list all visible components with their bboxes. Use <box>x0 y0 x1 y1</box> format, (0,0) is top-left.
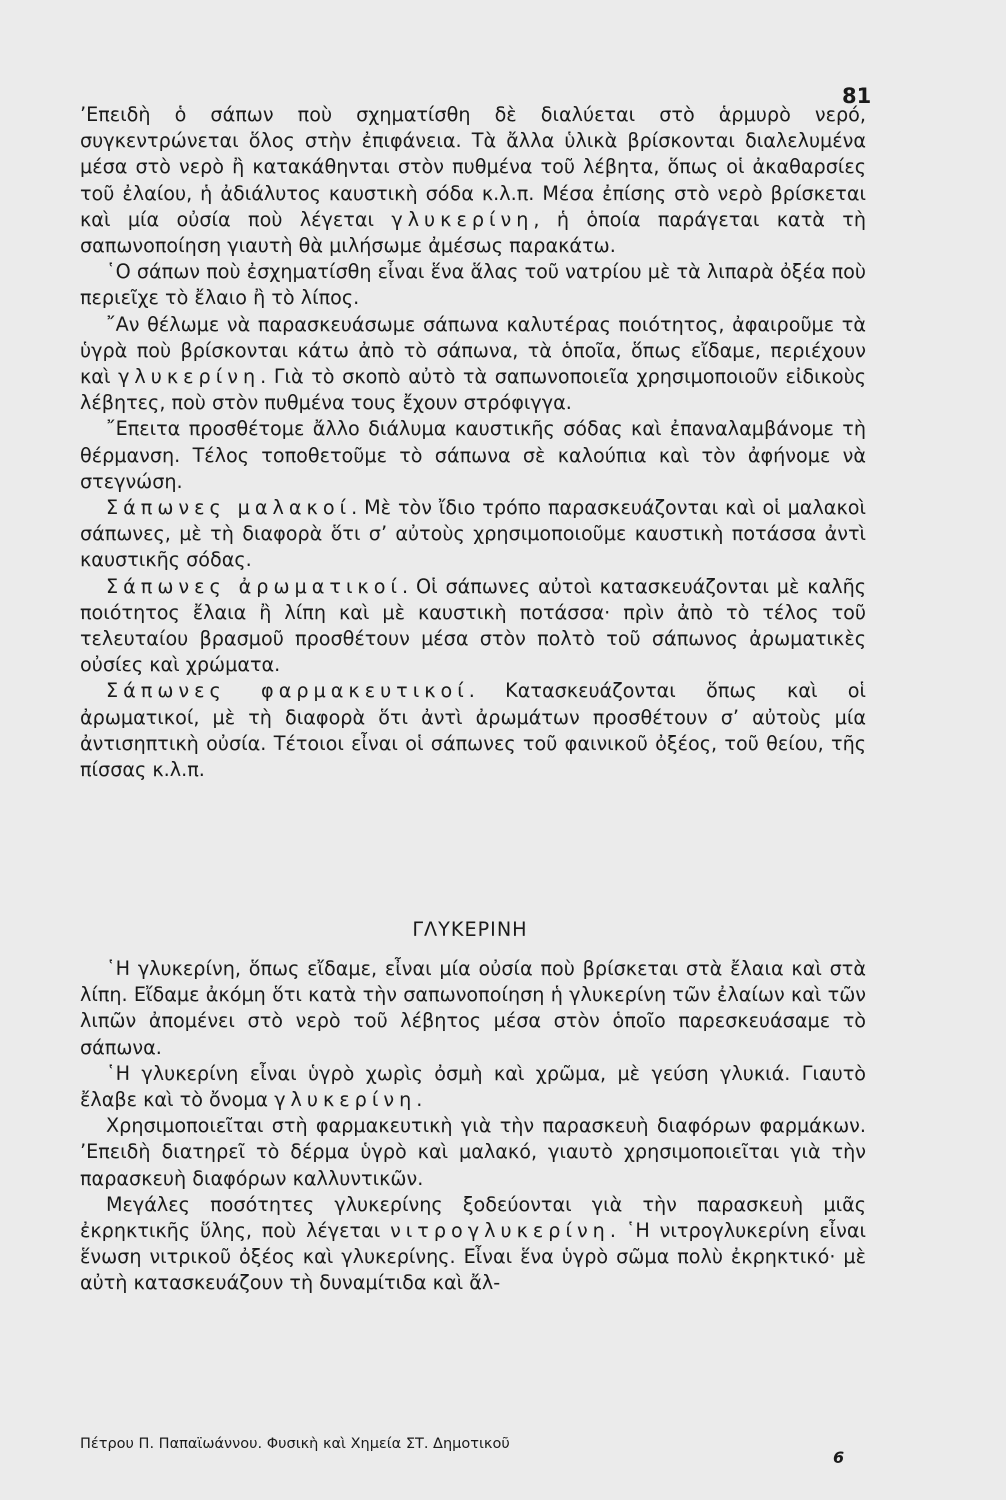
paragraph: ῾Η γλυκερίνη εἶναι ὑγρὸ χωρὶς ὀσμὴ καὶ χρῶμα, μὲ γεύση γλυκιά. Γιαυτὸ ἔλαβε καὶ τὸ ὄνομα γλυκερίνη. <box>80 1061 866 1112</box>
spaced-term: γλυκερίνη <box>391 207 534 231</box>
spaced-term: Σάπωνες μαλακοί <box>106 496 352 520</box>
paragraph: ῎Αν θέλωμε νὰ παρασκευάσωμε σάπωνα καλυτέρας ποιότητος, ἀφαιροῦμε τὰ ὑγρὰ ποὺ βρίσκονται κάτω ἀπὸ τὸ σάπωνα, τὰ ὁποῖα, ὅπως εἴδαμε, περιέχουν καὶ γλυκερίνη. Γιὰ τὸ σκοπὸ αὐτὸ τὰ σαπωνοποιεῖα χρησιμοποιοῦν εἰδικοὺς λέβητες, ποὺ στὸν πυθμένα τους ἔχουν στρόφιγγα. <box>80 312 866 415</box>
paragraph: Χρησιμοποιεῖται στὴ φαρμακευτικὴ γιὰ τὴν παρασκευὴ διαφόρων φαρμάκων. ’Επειδὴ διατηρεῖ τὸ δέρμα ὑγρὸ καὶ μαλακό, γιαυτὸ χρησιμοποιεῖται γιὰ τὴν παρασκευὴ διαφόρων καλλυντικῶν. <box>80 1114 866 1190</box>
book-footer: Πέτρου Π. Παπαϊωάννου. Φυσικὴ καὶ Χημεία ΣΤ. Δημοτικοῦ <box>80 1436 510 1452</box>
spaced-term: γλυκερίνη <box>274 1088 417 1112</box>
spaced-term: Σάπωνες φαρμακευτικοί <box>106 679 469 703</box>
spaced-term: γλυκερίνη <box>118 365 261 389</box>
body-text-top <box>80 102 866 783</box>
paragraph: ’Επειδὴ ὁ σάπων ποὺ σχηματίσθη δὲ διαλύεται στὸ ἁρμυρὸ νερό, συγκεντρώνεται ὅλος στὴν ἐπιφάνεια. Τὰ ἄλλα ὑλικὰ βρίσκονται διαλελυμένα μέσα στὸ νερὸ ἢ κατακάθηνται στὸν πυθμένα τοῦ λέβητα, ὅπως οἱ ἀκαθαρσίες τοῦ ἐλαίου, ἡ ἀδιάλυτος καυστικὴ σόδα κ.λ.π. Μέσα ἐπίσης στὸ νερὸ βρίσκεται καὶ μία οὐσία ποὺ λέγεται γλυκερίνη, ἡ ὁποία παράγεται κατὰ τὴ σαπωνοποίηση γιαυτὴ θὰ μιλήσωμε ἀμέσως παρακάτω. <box>80 103 866 258</box>
page-number: 81 <box>842 84 872 108</box>
spaced-term: Σάπωνες ἀρωματικοί <box>106 574 402 598</box>
paragraph: ῾Η γλυκερίνη, ὅπως εἴδαμε, εἶναι μία οὐσία ποὺ βρίσκεται στὰ ἔλαια καὶ στὰ λίπη. Εἴδαμε ἀκόμη ὅτι κατὰ τὴν σαπωνοποίηση ἡ γλυκερίνη τῶν ἐλαίων καὶ τῶν λιπῶν ἀπομένει στὸ νερὸ τοῦ λέβητος μέσα στὸν ὁποῖο παρεσκευάσαμε τὸ σάπωνα. <box>80 957 866 1059</box>
paragraph: Μεγάλες ποσότητες γλυκερίνης ξοδεύονται γιὰ τὴν παρασκευὴ μιᾶς ἐκρηκτικῆς ὕλης, ποὺ λέγεται νιτρογλυκερίνη. ῾Η νιτρογλυκερίνη εἶναι ἕνωση νιτρικοῦ ὀξέος καὶ γλυκερίνης. Εἶναι ἕνα ὑγρὸ σῶμα πολὺ ἐκρηκτικό· μὲ αὐτὴ κατασκευάζουν τὴ δυναμίτιδα καὶ ἄλ- <box>80 1192 866 1295</box>
paragraph: Σάπωνες φαρμακευτικοί. Κατασκευάζονται ὅπως καὶ οἱ ἀρωματικοί, μὲ τὴ διαφορὰ ὅτι ἀντὶ ἀρωμάτων προσθέτουν σ’ αὐτοὺς μία ἀντισηπτικὴ οὐσία. Τέτοιοι εἶναι οἱ σάπωνες τοῦ φαινικοῦ ὀξέος, τοῦ θείου, τῆς πίσσας κ.λ.π. <box>80 679 866 782</box>
paragraph: Σάπωνες ἀρωματικοί. Οἱ σάπωνες αὐτοὶ κατασκευάζονται μὲ καλῆς ποιότητος ἔλαια ἢ λίπη καὶ μὲ καυστικὴ ποτάσσα· πρὶν ἀπὸ τὸ τέλος τοῦ τελευταίου βρασμοῦ προσθέτουν μέσα στὸν πολτὸ τοῦ σάπωνος ἀρωματικὲς οὐσίες καὶ χρώματα. <box>80 574 867 677</box>
paragraph: Σάπωνες μαλακοί. Μὲ τὸν ἴδιο τρόπο παρασκευάζονται καὶ οἱ μαλακοὶ σάπωνες, μὲ τὴ διαφορὰ ὅτι σ’ αὐτοὺς χρησιμοποιοῦμε καυστικὴ ποτάσσα ἀντὶ καυστικῆς σόδας. <box>80 496 866 572</box>
sheet-signature: 6 <box>833 1448 845 1467</box>
paragraph: ῾Ο σάπων ποὺ ἐσχηματίσθη εἶναι ἕνα ἅλας τοῦ νατρίου μὲ τὰ λιπαρὰ ὀξέα ποὺ περιεῖχε τὸ ἔλαιο ἢ τὸ λίπος. <box>80 260 866 310</box>
section-heading: ΓΛΥΚΕΡΙΝΗ <box>412 918 528 941</box>
spaced-term: νιτρογλυκερίνη <box>390 1219 610 1243</box>
paragraph: ῎Επειτα προσθέτομε ἄλλο διάλυμα καυστικῆς σόδας καὶ ἐπαναλαμβάνομε τὴ θέρμανση. Τέλος τοποθετοῦμε τὸ σάπωνα σὲ καλούπια καὶ τὸν ἀφήνομε νὰ στεγνώση. <box>80 417 866 493</box>
body-text-bottom <box>80 956 866 1297</box>
